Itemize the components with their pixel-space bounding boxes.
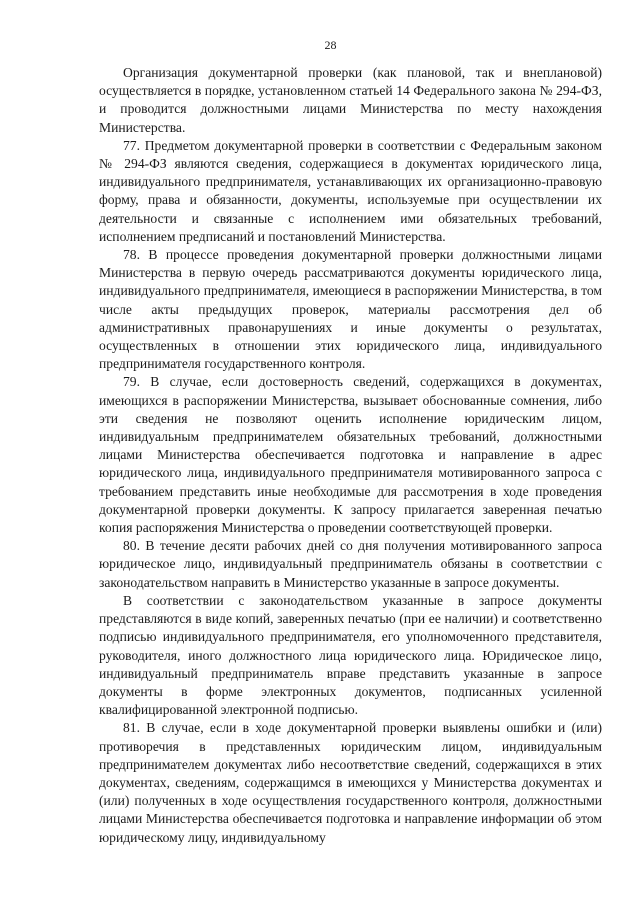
paragraph-81: 81. В случае, если в ходе документарной проверки выявлены ошибки и (или) противоречия в представленных юридическим лицом, индивидуальным предпринимателем документах либо несоответствие сведений, содержащихся в этих документах, сведениям, содержащимся в имеющихся у Министерства документах и (или) полученных в ходе осуществления государственного контроля, должностными лицами Министерства обеспечивается подготовка и направление информации об этом юридическому лицу, индивидуальному xyxy=(99,720,602,845)
paragraph-78: 78. В процессе проведения документарной проверки должностными лицами Министерства в первую очередь рассматриваются документы юридического лица, индивидуального предпринимателя, имеющиеся в распоряжении Министерства, в том числе акты предыдущих проверок, материалы рассмотрения дел об административных правонарушениях и иные документы о результатах, осуществленных в отношении этих юридического лица, индивидуального предпринимателя государственного контроля. xyxy=(99,247,602,372)
document-body xyxy=(99,64,602,847)
page-number: 28 xyxy=(324,38,337,52)
paragraph-79: 79. В случае, если достоверность сведений, содержащихся в документах, имеющихся в распоряжении Министерства, вызывает обоснованные сомнения, либо эти сведения не позволяют оценить исполнение юридическим лицом, индивидуальным предпринимателем обязательных требований, должностными лицами Министерства обеспечивается подготовка и направление в адрес юридического лица, индивидуального предпринимателя мотивированного запроса с требованием представить иные необходимые для рассмотрения в ходе проведения документарной проверки документы. К запросу прилагается заверенная печатью копия распоряжения Министерства о проведении соответствующей проверки. xyxy=(99,374,602,536)
paragraph-intro: Организация документарной проверки (как плановой, так и внеплановой) осуществляется в порядке, установленном статьей 14 Федерального закона № 294-ФЗ, и проводится должностными лицами Министерства по месту нахождения Министерства. xyxy=(99,65,602,135)
paragraph-77: 77. Предметом документарной проверки в соответствии с Федеральным законом № 294-ФЗ являются сведения, содержащиеся в документах юридического лица, индивидуального предпринимателя, устанавливающих их организационно-правовую форму, права и обязанности, документы, используемые при осуществлении их деятельности и связанные с исполнением ими обязательных требований, исполнением предписаний и постановлений Министерства. xyxy=(99,137,602,244)
paragraph-80: 80. В течение десяти рабочих дней со дня получения мотивированного запроса юридическое лицо, индивидуальный предприниматель обязаны в соответствии с законодательством направить в Министерство указанные в запросе документы. xyxy=(99,538,602,590)
paragraph-80-continued: В соответствии с законодательством указанные в запросе документы представляются в виде копий, заверенных печатью (при ее наличии) и соответственно подписью индивидуального предпринимателя, его уполномоченного представителя, руководителя, иного должностного лица юридического лица. Юридическое лицо, индивидуальный предприниматель вправе представить указанные в запросе документы в форме электронных документов, подписанных усиленной квалифицированной электронной подписью. xyxy=(99,592,602,718)
